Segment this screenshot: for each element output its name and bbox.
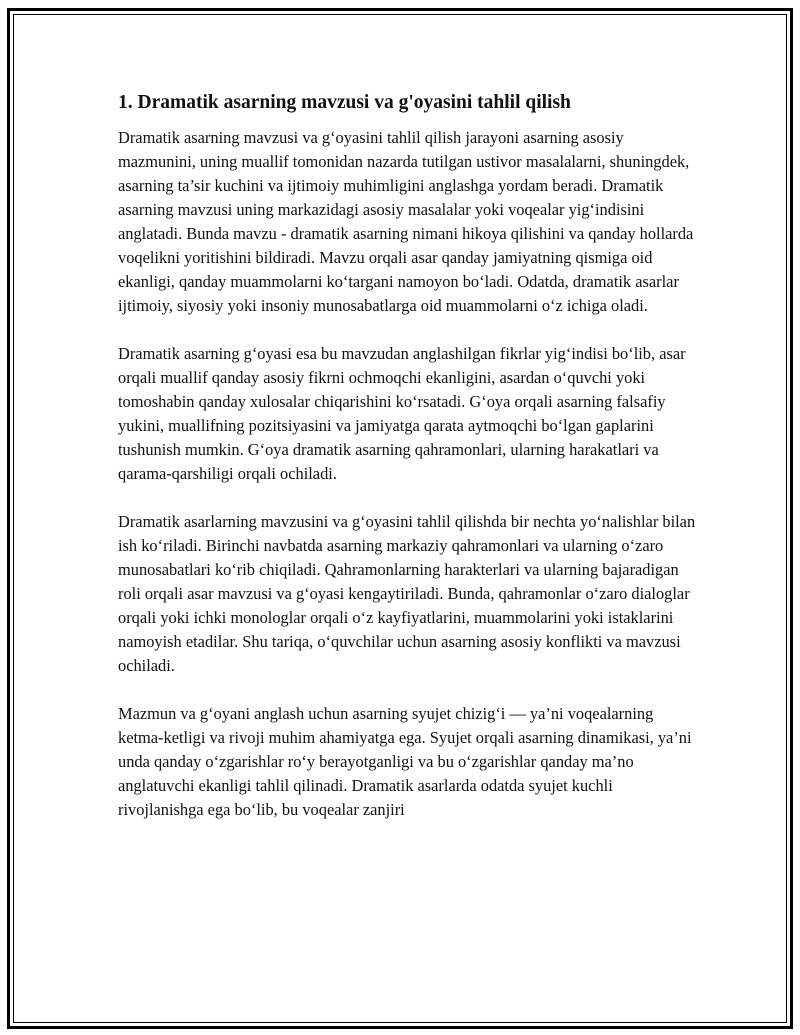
paragraph-3: Dramatik asarlarning mavzusini va g‘oyasini tahlil qilishda bir nechta yo‘nalishlar bilan ish ko‘riladi. Birinchi navbatda asarning markaziy qahramonlari va ularning o‘zaro munosabatlari ko‘rib chiqiladi. Qahramonlarning harakterlari va ularning bajaradigan roli orqali asar mavzusi va g‘oyasi kengaytiriladi. Bunda, qahramonlar o‘zaro dialoglar orqali yoki ichki monologlar orqali o‘z kayfiyatlarini, muammolarini yoki istaklarini namoyish etadilar. Shu tariqa, o‘quvchilar uchun asarning asosiy konflikti va mavzusi ochiladi. bbox=[118, 512, 696, 675]
paragraph-4: Mazmun va g‘oyani anglash uchun asarning syujet chizig‘i — ya’ni voqealarning ketma-ketligi va rivoji muhim ahamiyatga ega. Syujet orqali asarning dinamikasi, ya’ni unda qanday o‘zgarishlar ro‘y berayotganligi va bu o‘zgarishlar qanday ma’no anglatuvchi ekanligi tahlil qilinadi. Dramatik asarlarda odatda syujet kuchli rivojlanishga ega bo‘lib, bu voqealar zanjiri bbox=[118, 704, 692, 819]
paragraph-1: Dramatik asarning mavzusi va g‘oyasini tahlil qilish jarayoni asarning asosiy mazmunini, uning muallif tomonidan nazarda tutilgan ustivor masalalarni, shuningdek, asarning ta’sir kuchini va ijtimoiy muhimligini anglashga yordam beradi. Dramatik asarning mavzusi uning markazidagi asosiy masalalar yoki voqealar yig‘indisini anglatadi. Bunda mavzu - dramatik asarning nimani hikoya qilishini va qanday hollarda voqelikni yoritishini bildiradi. Mavzu orqali asar qanday jamiyatning qismiga oid ekanligi, qanday muammolarni ko‘targani namoyon bo‘ladi. Odatda, dramatik asarlar ijtimoiy, siyosiy yoki insoniy munosabatlarga oid muammolarni o‘z ichiga oladi. bbox=[118, 128, 694, 315]
section-heading: 1. Dramatik asarning mavzusi va g'oyasini tahlil qilish bbox=[118, 92, 571, 113]
document-body bbox=[118, 90, 696, 846]
paragraph-2: Dramatik asarning g‘oyasi esa bu mavzudan anglashilgan fikrlar yig‘indisi bo‘lib, asar orqali muallif qanday asosiy fikrni ochmoqchi ekanligini, asardan o‘quvchi yoki tomoshabin qanday xulosalar chiqarishini ko‘rsatadi. G‘oya orqali asarning falsafiy yukini, muallifning pozitsiyasini va jamiyatga qarata aytmoqchi bo‘lgan gaplarini tushunish mumkin. G‘oya dramatik asarning qahramonlari, ularning harakatlari va qarama-qarshiligi orqali ochiladi. bbox=[118, 344, 686, 483]
